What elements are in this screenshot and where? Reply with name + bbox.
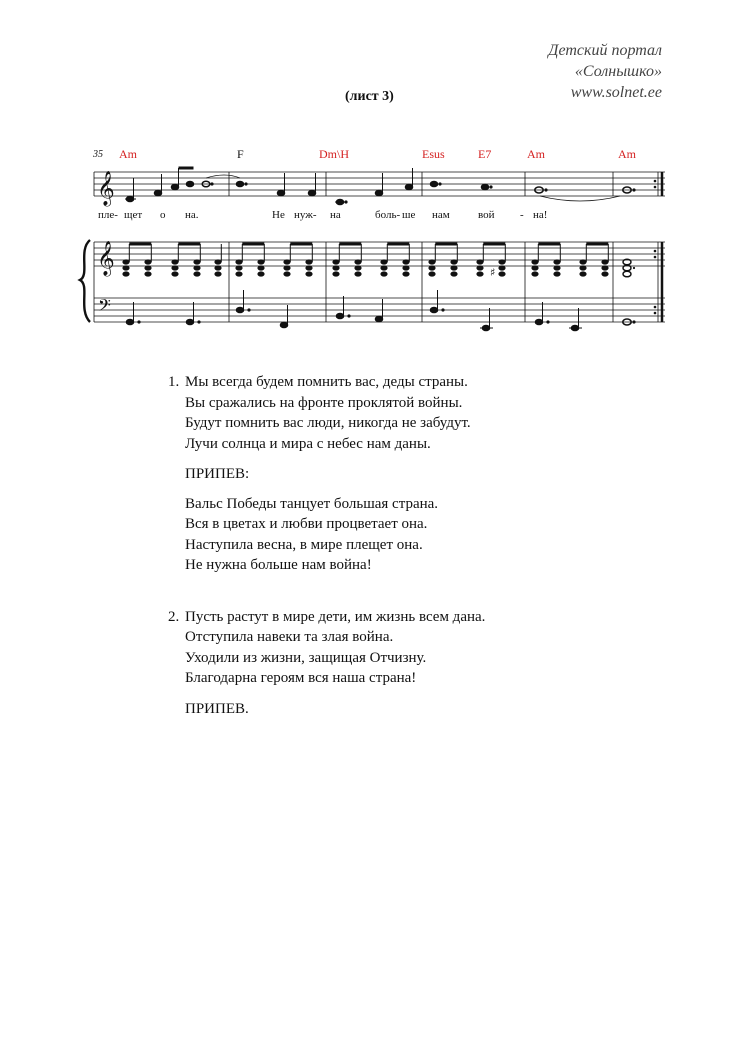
chord-notehead — [122, 271, 129, 276]
lyric-syllable: нуж- — [294, 209, 317, 221]
chord-notehead — [531, 265, 538, 270]
chord-notehead — [214, 271, 221, 276]
chord-notehead — [428, 271, 435, 276]
repeat-dot — [654, 250, 657, 253]
lyric-syllable: на — [330, 209, 341, 221]
chord-notehead — [579, 259, 586, 264]
chord-notehead — [579, 271, 586, 276]
verse-line: Мы всегда будем помнить вас, деды страны. — [185, 374, 468, 390]
chord-notehead — [332, 259, 339, 264]
repeat-dot — [654, 256, 657, 259]
chord-notehead — [498, 271, 505, 276]
chord-notehead — [332, 271, 339, 276]
chord-notehead — [476, 259, 483, 264]
chord-notehead — [553, 265, 560, 270]
chord-notehead — [257, 259, 264, 264]
chord-notehead — [601, 271, 608, 276]
chord-notehead — [354, 265, 361, 270]
chord-notehead — [257, 271, 264, 276]
treble-clef-icon: 𝄞 — [97, 241, 115, 276]
chord-notehead — [623, 271, 631, 277]
chord-notehead — [428, 259, 435, 264]
chord-notehead — [144, 271, 151, 276]
piano-treble-staff — [94, 242, 665, 266]
lyric-syllable: щет — [124, 209, 143, 221]
chord-notehead — [122, 265, 129, 270]
repeat-dot — [654, 186, 657, 189]
chord-notehead — [235, 271, 242, 276]
chord-symbol: Am — [527, 147, 545, 161]
chord-notehead — [214, 265, 221, 270]
chord-symbol: F — [237, 147, 244, 161]
chord-notehead — [305, 271, 312, 276]
lyric-syllable: пле- — [98, 209, 118, 221]
measure-number: 35 — [93, 149, 103, 160]
chord-notehead — [235, 259, 242, 264]
chorus-line: Наступила весна, в мире плещет она. — [185, 536, 423, 553]
piano-right-hand-chords — [122, 244, 635, 279]
chord-notehead — [402, 259, 409, 264]
chord-notehead — [305, 259, 312, 264]
verse-number: 2. — [168, 608, 180, 625]
chord-notehead — [193, 265, 200, 270]
chord-notehead — [531, 259, 538, 264]
dot — [633, 267, 635, 269]
chord-notehead — [380, 259, 387, 264]
vocal-lyrics — [98, 209, 547, 221]
verse-line: Благодарна героям вся наша страна! — [185, 670, 417, 686]
chord-notehead — [354, 259, 361, 264]
verse-line: Отступила навеки та злая война. — [185, 629, 394, 645]
chord-notehead — [601, 265, 608, 270]
chorus-heading: ПРИПЕВ: — [185, 466, 250, 482]
verse-line: Лучи солнца и мира с небес нам даны. — [185, 435, 431, 452]
chord-notehead — [283, 265, 290, 270]
piano-left-hand-notes — [126, 290, 635, 331]
chord-notehead — [380, 271, 387, 276]
bass-clef-icon: 𝄢 — [98, 295, 111, 319]
verse-line: Вы сражались на фронте проклятой войны. — [185, 394, 463, 411]
lyric-syllable: боль- — [375, 209, 401, 221]
chord-notehead — [553, 271, 560, 276]
chord-notehead — [450, 271, 457, 276]
chord-notehead — [476, 265, 483, 270]
verse-line: Уходили из жизни, защищая Отчизну. — [185, 649, 427, 666]
chord-notehead — [144, 259, 151, 264]
chord-notehead — [257, 265, 264, 270]
chord-notehead — [428, 265, 435, 270]
lyric-syllable: на! — [533, 209, 548, 221]
chord-notehead — [402, 265, 409, 270]
chord-symbol: Am — [618, 147, 636, 161]
chord-notehead — [214, 259, 221, 264]
piano-brace-icon — [80, 240, 90, 322]
verse-line: Пусть растут в мире дети, им жизнь всем дана. — [185, 608, 486, 625]
verse-1 — [168, 372, 628, 454]
treble-clef-icon: 𝄞 — [97, 171, 115, 206]
chorus-line: Вальс Победы танцует большая страна. — [185, 495, 439, 512]
chorus-reference: ПРИПЕВ. — [185, 700, 249, 717]
verse-line: Будут помнить вас люди, никогда не забудут. — [185, 415, 471, 431]
verse-number: 1. — [168, 374, 180, 390]
lyric-syllable: - — [520, 209, 524, 221]
chord-symbol: E7 — [478, 147, 492, 161]
chord-notehead — [531, 271, 538, 276]
chord-notehead — [171, 271, 178, 276]
chord-symbol: Am — [119, 147, 137, 161]
chord-notehead — [476, 271, 483, 276]
lyric-syllable: ше — [402, 209, 416, 221]
lyric-syllable: вой — [478, 209, 495, 221]
chord-notehead — [601, 259, 608, 264]
chord-notehead — [171, 259, 178, 264]
chord-notehead — [332, 265, 339, 270]
verse-2 — [168, 607, 628, 689]
vocal-notes — [125, 168, 635, 205]
repeat-dot — [654, 306, 657, 309]
lyric-syllable: о — [160, 209, 166, 221]
chord-notehead — [402, 271, 409, 276]
lyric-syllable: на. — [185, 209, 199, 221]
chord-symbol: Esus — [422, 147, 445, 161]
chord-notehead — [450, 259, 457, 264]
lyric-syllable: Не — [272, 209, 285, 221]
chorus — [168, 494, 628, 576]
brand-url[interactable]: www.solnet.ee — [570, 84, 662, 101]
chorus-line: Вся в цветах и любви процветает она. — [185, 516, 428, 532]
sheet-music-score — [0, 0, 750, 340]
chord-notehead — [193, 259, 200, 264]
chord-notehead — [380, 265, 387, 270]
repeat-dot — [654, 312, 657, 315]
sharp-icon: ♯ — [490, 266, 496, 279]
song-lyrics — [168, 372, 628, 719]
chord-symbol: Dm\H — [319, 147, 349, 161]
chord-notehead — [144, 265, 151, 270]
chord-notehead — [354, 271, 361, 276]
chord-notehead — [450, 265, 457, 270]
chord-notehead — [193, 271, 200, 276]
chorus-line: Не нужна больше нам война! — [185, 557, 372, 573]
chord-notehead — [579, 265, 586, 270]
brand-name: «Солнышко» — [574, 63, 662, 80]
chord-notehead — [171, 265, 178, 270]
chord-symbols — [119, 147, 637, 161]
chord-notehead — [283, 271, 290, 276]
chord-notehead — [305, 265, 312, 270]
chord-notehead — [498, 259, 505, 264]
chord-notehead — [498, 265, 505, 270]
chord-notehead — [283, 259, 290, 264]
chord-notehead — [122, 259, 129, 264]
brand-title: Детский портал — [548, 42, 662, 59]
chord-notehead — [553, 259, 560, 264]
lyric-syllable: нам — [432, 209, 450, 221]
repeat-dot — [654, 180, 657, 183]
sheet-number: (лист 3) — [345, 89, 394, 104]
chord-notehead — [235, 265, 242, 270]
